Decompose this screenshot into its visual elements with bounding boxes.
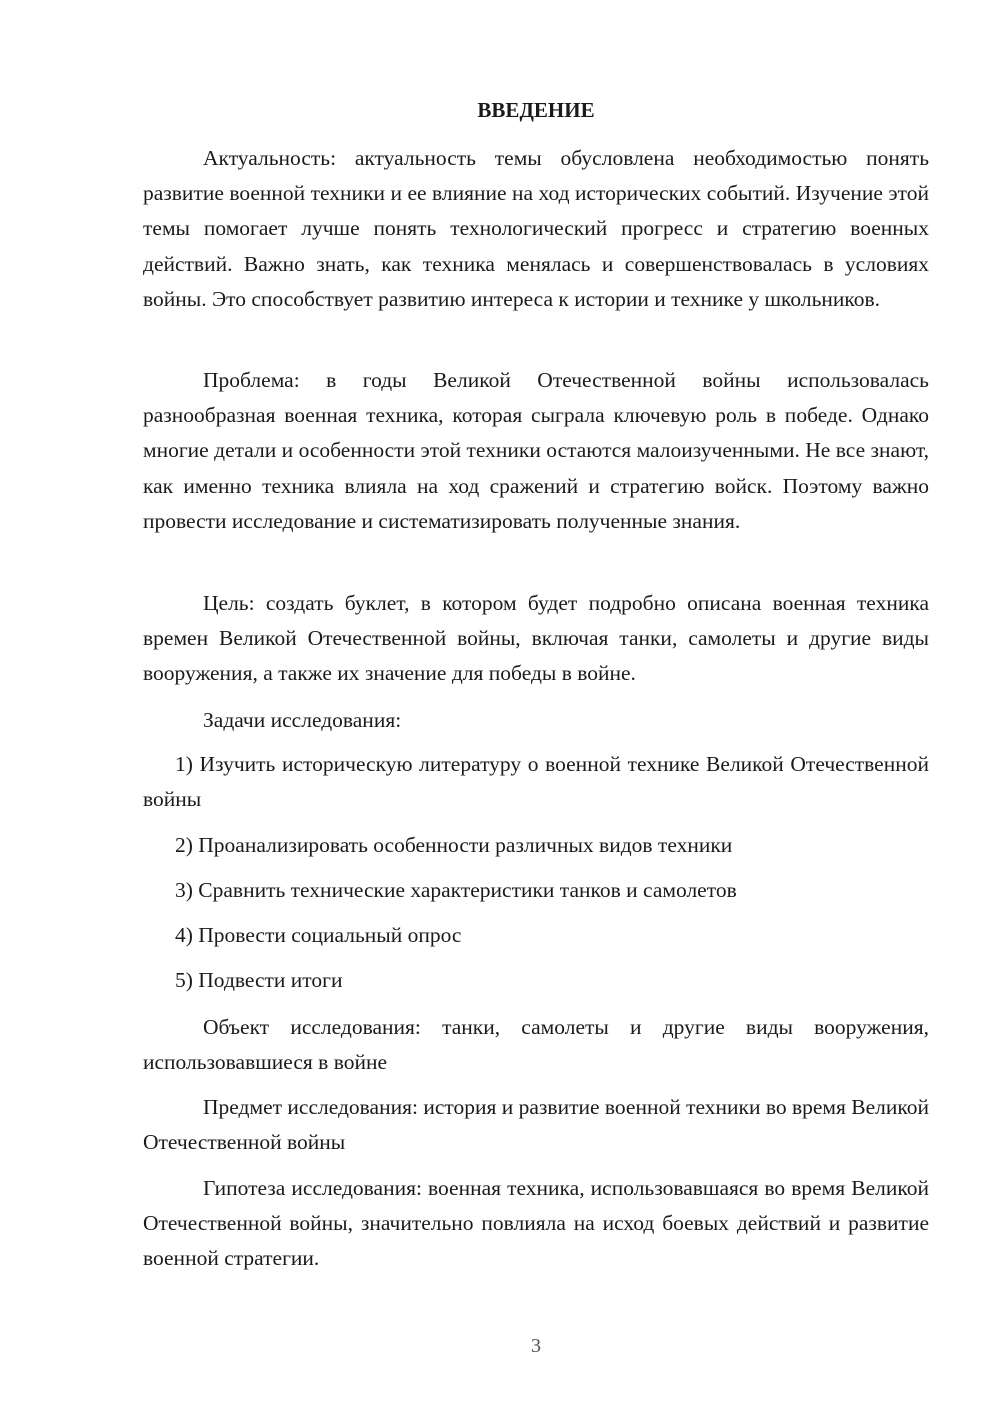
- paragraph-subject: Предмет исследования: история и развитие военной техники во время Великой Отечественной войны: [143, 1095, 930, 1155]
- paragraph-problem: Проблема: в годы Великой Отечественной войны использовалась разнообразная военная техника, которая сыграла ключевую роль в победе. Однако многие детали и особенности этой техники остаются малоизученными. Не все знают, как именно техника влияла на ход сражений и стратегию войск. Поэтому важно провести исследование и систематизировать полученные знания.: [143, 368, 929, 533]
- page-title: ВВЕДЕНИЕ: [477, 98, 595, 122]
- paragraph-relevance: Актуальность: актуальность темы обусловлена необходимостью понять развитие военной техники и ее влияние на ход исторических событий. Изучение этой темы помогает лучше понять технологический прогресс и стратегию военных действий. Важно знать, как техника менялась и совершенствовалась в условиях войны. Это способствует развитию интереса к истории и технике у школьников.: [143, 146, 929, 311]
- task-item-5: 5) Подвести итоги: [175, 968, 343, 992]
- task-item-2: 2) Проанализировать особенности различных видов техники: [175, 833, 733, 857]
- paragraph-goal: Цель: создать буклет, в котором будет подробно описана военная техника времен Великой Отечественной войны, включая танки, самолеты и другие виды вооружения, а также их значение для победы в войне.: [143, 591, 929, 686]
- paragraph-hypothesis: Гипотеза исследования: военная техника, использовавшаяся во время Великой Отечественной войны, значительно повлияла на исход боевых действий и развитие военной стратегии.: [143, 1176, 929, 1271]
- tasks-heading: Задачи исследования:: [203, 708, 402, 732]
- task-item-3: 3) Сравнить технические характеристики танков и самолетов: [175, 878, 737, 902]
- task-item-1: 1) Изучить историческую литературу о военной технике Великой Отечественной войны: [143, 752, 929, 812]
- task-item-4: 4) Провести социальный опрос: [175, 923, 462, 947]
- page-number: 3: [531, 1335, 541, 1357]
- paragraph-object: Объект исследования: танки, самолеты и другие виды вооружения, использовавшиеся в войне: [143, 1015, 929, 1075]
